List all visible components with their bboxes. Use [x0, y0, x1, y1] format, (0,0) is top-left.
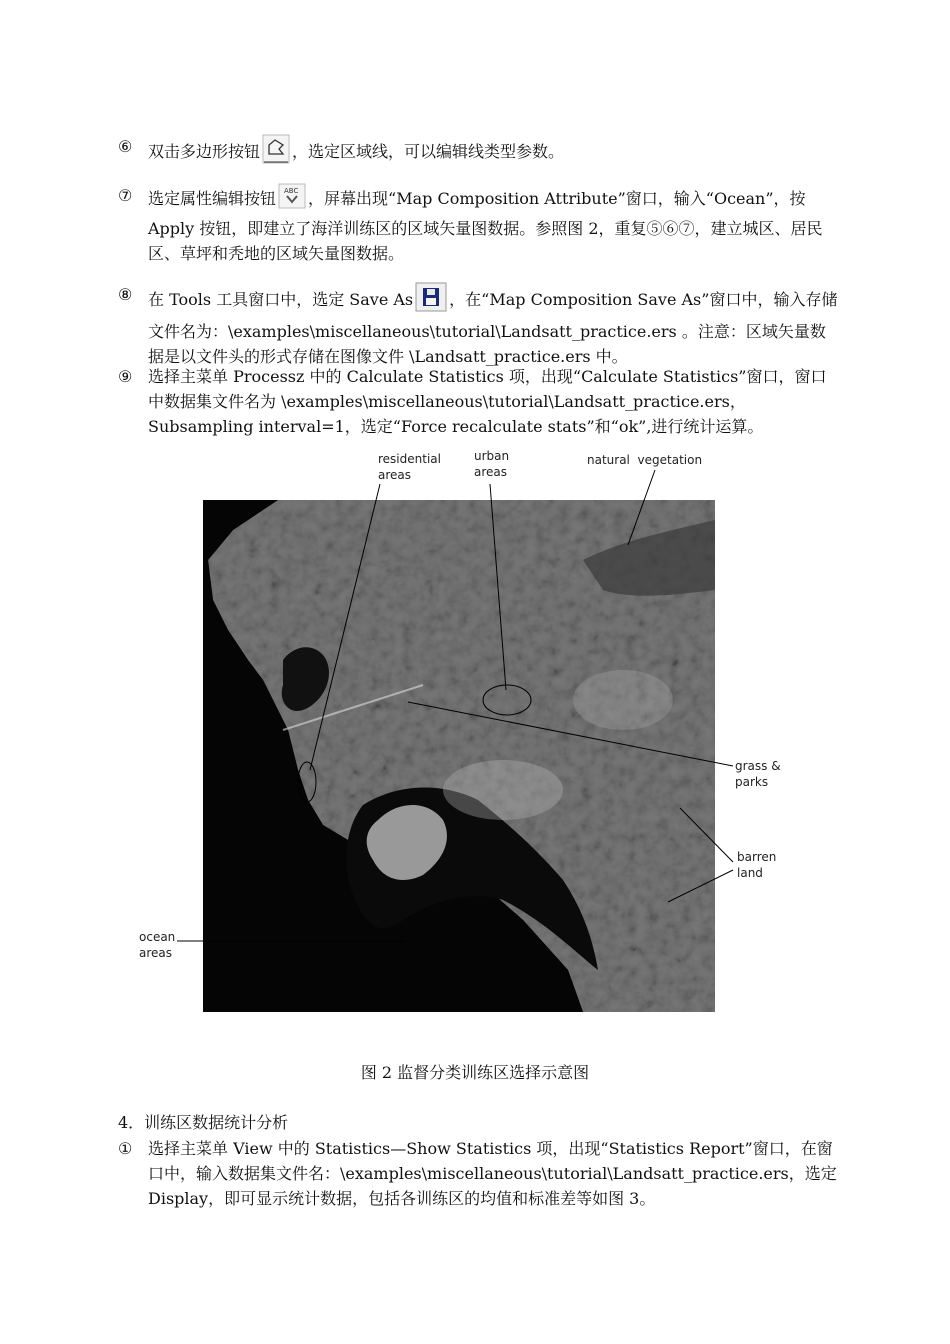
step-text: 在 Tools 工具窗口中，选定 Save As	[148, 290, 414, 309]
step-text-cont: ，选定区域线，可以编辑线类型参数。	[292, 142, 565, 161]
label-residential-areas: residential areas	[378, 452, 441, 482]
label-ocean-areas: ocean areas	[139, 930, 176, 960]
step-text-cont: ，在“Map Composition Save As”窗口中，输入存储文件名为：\examples\miscellaneous\tutorial\Landsatt_practice.ers 。注意：区域矢量数据是以文件头的形式存储在图像文件 \Landsatt_practice.ers 中。	[148, 290, 838, 366]
satellite-image	[203, 500, 715, 1012]
step-9	[118, 364, 838, 439]
step-text: 双击多边形按钮	[148, 142, 261, 161]
label-natural-vegetation: natural vegetation	[587, 453, 703, 467]
figure-caption: 图 2 监督分类训练区选择示意图	[360, 1063, 590, 1082]
step-7	[118, 183, 838, 266]
step-text: 选定属性编辑按钮	[148, 189, 277, 208]
step-number: ⑥	[118, 137, 133, 156]
step-number: ①	[118, 1139, 133, 1158]
section-heading: 4．训练区数据统计分析	[118, 1113, 289, 1132]
save-as-disk-icon	[415, 282, 447, 319]
section-step-1	[118, 1136, 838, 1211]
svg-text:ABC: ABC	[284, 187, 299, 195]
label-barren-land: barren land	[737, 850, 777, 880]
attribute-edit-button-icon	[278, 183, 306, 216]
step-text: 选择主菜单 Processz 中的 Calculate Statistics 项，出现“Calculate Statistics”窗口，窗口中数据集文件名为 \examples\miscellaneous\tutorial\Landsatt_practice.ers，Subsampling interval=1，选定“Force recalculate stats”和“ok”,进行统计运算。	[148, 367, 827, 436]
step-8	[118, 282, 838, 369]
label-grass-parks: grass & parks	[735, 759, 781, 789]
label-urban-areas: urban areas	[474, 449, 510, 479]
polygon-button-icon	[262, 134, 290, 171]
step-number: ⑧	[118, 285, 133, 304]
step-6	[118, 134, 838, 171]
step-number: ⑨	[118, 367, 133, 386]
step-text-cont: ，屏幕出现“Map Composition Attribute”窗口，输入“Ocean”，按 Apply 按钮，即建立了海洋训练区的区域矢量图数据。参照图 2，重复⑤⑥⑦，建立城区、居民区、草坪和秃地的区域矢量图数据。	[148, 189, 823, 263]
step-number: ⑦	[118, 186, 133, 205]
step-text: 选择主菜单 View 中的 Statistics—Show Statistics 项，出现“Statistics Report”窗口，在窗口中，输入数据集文件名：\examples\miscellaneous\tutorial\Landsatt_practice.ers，选定 Display，即可显示统计数据，包括各训练区的均值和标准差等如图 3。	[148, 1139, 837, 1208]
